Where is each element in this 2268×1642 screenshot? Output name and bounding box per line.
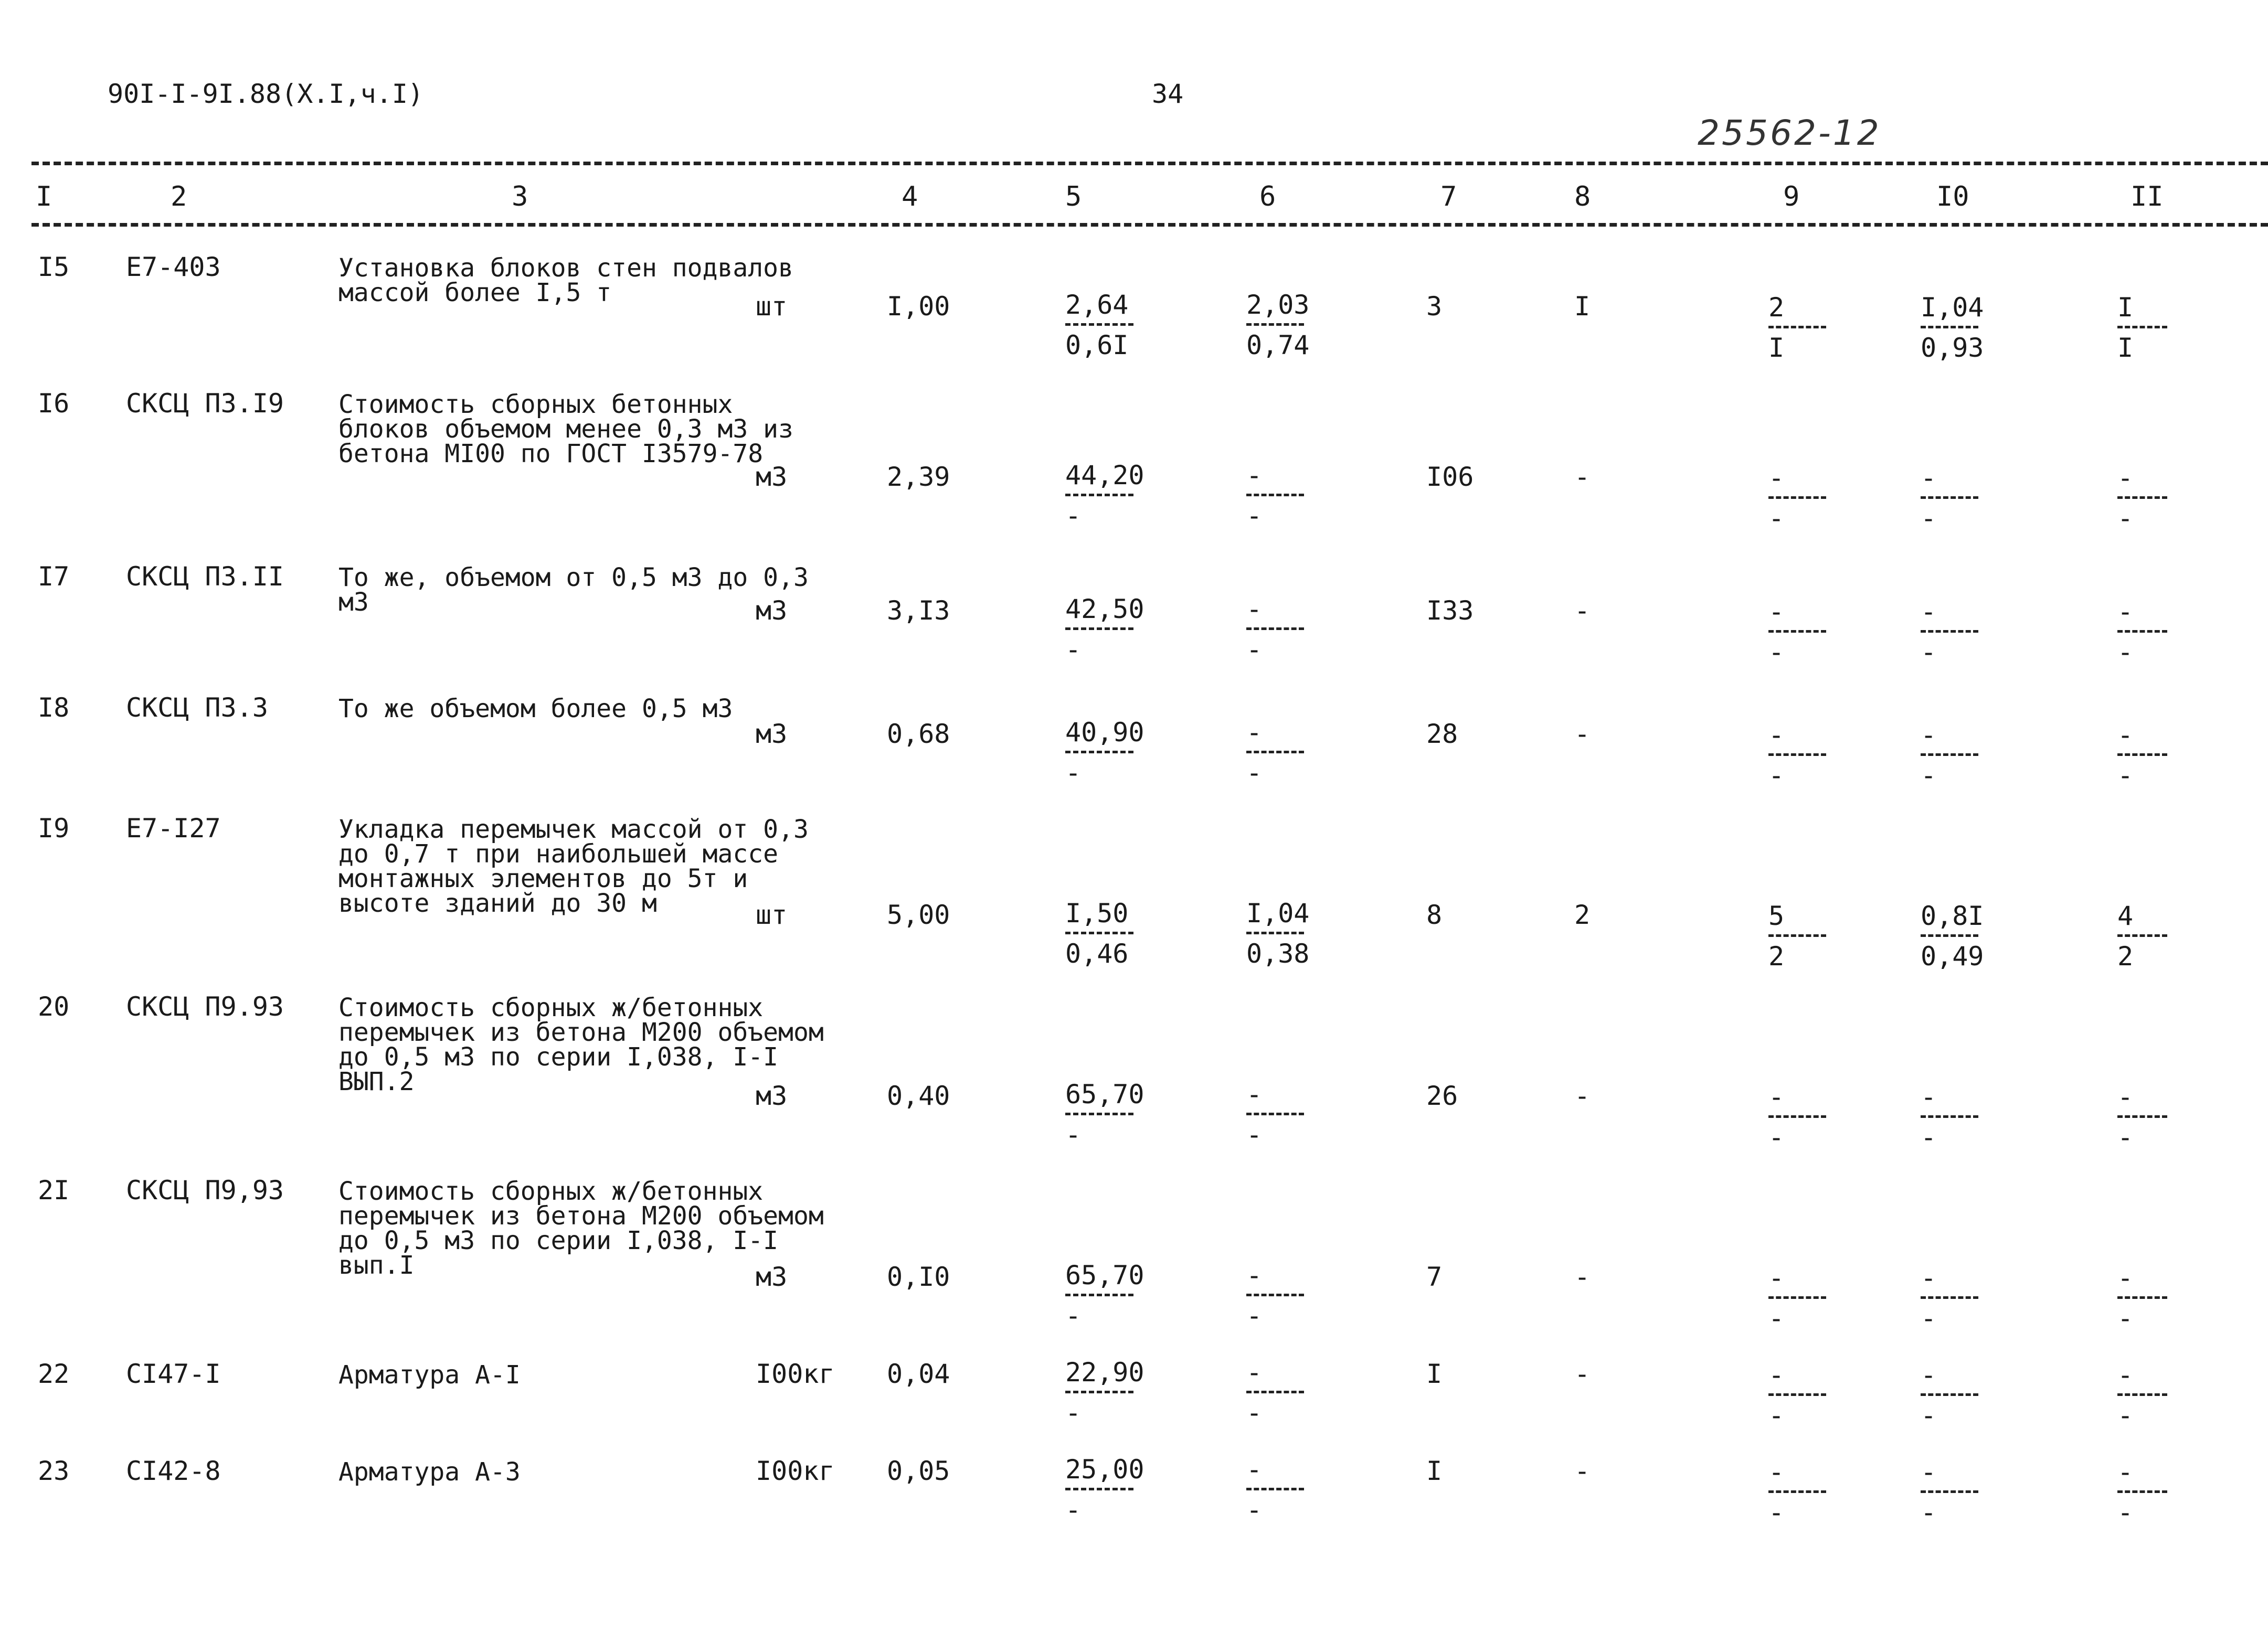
fraction-bar xyxy=(2117,753,2167,756)
fraction-denominator: - xyxy=(1246,1398,1263,1428)
fraction-bar xyxy=(2117,1393,2167,1396)
fraction-denominator: - xyxy=(1921,1303,1937,1334)
fraction-denominator: 0,74 xyxy=(1246,330,1310,360)
fraction-bar xyxy=(1768,1115,1826,1118)
col8-value: I xyxy=(1574,291,1591,322)
fraction-bar xyxy=(1246,494,1304,496)
fraction-cell xyxy=(1768,719,1826,792)
fraction-denominator: - xyxy=(1768,503,1785,534)
fraction-cell xyxy=(2117,1081,2167,1154)
col7-value: 28 xyxy=(1426,719,1458,749)
column-number: 8 xyxy=(1574,181,1591,212)
work-description: То же, объемом от 0,5 м3 до 0,3 м3 xyxy=(338,563,809,617)
col7-value: I06 xyxy=(1426,462,1474,492)
fraction-cell xyxy=(1246,1078,1304,1151)
fraction-denominator: 2 xyxy=(1768,941,1785,972)
fraction-cell xyxy=(1921,900,1984,973)
fraction-numerator: - xyxy=(2117,1082,2134,1112)
rate-code: СI47-I xyxy=(126,1359,221,1389)
fraction-cell xyxy=(1768,1262,1826,1335)
fraction-bar xyxy=(1246,1488,1304,1490)
fraction-denominator: - xyxy=(1768,760,1785,791)
row-number: I7 xyxy=(38,561,70,592)
column-number: 6 xyxy=(1259,181,1276,212)
column-number: 7 xyxy=(1440,181,1457,212)
row-number: I9 xyxy=(38,813,70,844)
fraction-bar xyxy=(1921,753,1978,756)
fraction-denominator: 0,49 xyxy=(1921,941,1984,972)
fraction-numerator: - xyxy=(2117,463,2134,493)
fraction-denominator: - xyxy=(1065,1495,1082,1525)
fraction-bar xyxy=(1065,1113,1133,1115)
fraction-numerator: - xyxy=(1921,596,1937,627)
document-code: 90I-I-9I.88(X.I,ч.I) xyxy=(108,79,424,109)
fraction-bar xyxy=(2117,326,2167,328)
quantity: 2,39 xyxy=(887,462,950,492)
fraction-numerator: 25,00 xyxy=(1065,1454,1144,1485)
fraction-cell xyxy=(1065,593,1144,666)
fraction-bar xyxy=(1921,1115,1978,1118)
fraction-denominator: 2 xyxy=(2117,941,2134,972)
header-bottom-rule xyxy=(31,223,2268,227)
fraction-numerator: 42,50 xyxy=(1065,594,1144,624)
fraction-bar xyxy=(1246,627,1304,630)
column-number: II xyxy=(2131,181,2164,212)
work-description: Стоимость сборных ж/бетонных перемычек из бетона М200 объемом до 0,5 м3 по серии I,038, I-I вып.I xyxy=(338,1177,824,1280)
fraction-denominator: - xyxy=(1065,758,1082,788)
fraction-numerator: - xyxy=(1246,460,1263,491)
fraction-denominator: - xyxy=(2117,1303,2134,1334)
fraction-bar xyxy=(1246,932,1304,934)
fraction-numerator: I,50 xyxy=(1065,898,1129,929)
fraction-numerator: - xyxy=(1246,1260,1263,1291)
fraction-cell xyxy=(1246,1356,1304,1429)
fraction-cell xyxy=(2117,1359,2167,1432)
fraction-denominator: - xyxy=(1921,760,1937,791)
quantity: 0,05 xyxy=(887,1456,950,1486)
fraction-numerator: - xyxy=(2117,596,2134,627)
work-description: Укладка перемычек массой от 0,3 до 0,7 т при наибольшей массе монтажных элементов до 5т и высоте зданий до 30 м xyxy=(338,815,809,918)
row-number: 22 xyxy=(38,1359,70,1389)
fraction-cell xyxy=(1768,900,1826,973)
fraction-bar xyxy=(1768,630,1826,633)
fraction-numerator: - xyxy=(1768,1082,1785,1112)
row-number: 23 xyxy=(38,1456,70,1486)
fraction-cell xyxy=(1921,1262,1978,1335)
fraction-denominator: - xyxy=(1768,1303,1785,1334)
col8-value: - xyxy=(1574,1456,1591,1486)
fraction-numerator: 40,90 xyxy=(1065,717,1144,748)
fraction-cell xyxy=(1246,289,1309,361)
col7-value: 26 xyxy=(1426,1081,1458,1111)
fraction-bar xyxy=(1065,1294,1133,1296)
fraction-denominator: - xyxy=(1921,1400,1937,1431)
fraction-numerator: - xyxy=(2117,1263,2134,1293)
fraction-denominator: - xyxy=(1768,1400,1785,1431)
fraction-numerator: - xyxy=(1921,1457,1937,1487)
fraction-bar xyxy=(1246,323,1304,326)
fraction-cell xyxy=(1921,462,1978,535)
fraction-numerator: - xyxy=(1921,463,1937,493)
fraction-bar xyxy=(1768,326,1826,328)
fraction-bar xyxy=(1921,326,1978,328)
fraction-numerator: I xyxy=(2117,292,2134,323)
rate-code: СКСЦ П9.93 xyxy=(126,991,284,1022)
fraction-denominator: - xyxy=(1921,637,1937,667)
col8-value: - xyxy=(1574,462,1591,492)
fraction-numerator: - xyxy=(1921,1082,1937,1112)
fraction-cell xyxy=(2117,291,2167,364)
header-top-rule xyxy=(31,162,2268,165)
column-number: I xyxy=(36,181,52,212)
rate-code: СКСЦ ПЗ.3 xyxy=(126,692,268,723)
fraction-bar xyxy=(1065,751,1133,753)
col7-value: 8 xyxy=(1426,900,1443,930)
col8-value: 2 xyxy=(1574,900,1591,930)
fraction-bar xyxy=(1768,934,1826,937)
fraction-cell xyxy=(2117,900,2167,973)
fraction-bar xyxy=(1921,1296,1978,1299)
fraction-denominator: 0,6I xyxy=(1065,330,1129,360)
rate-code: СКСЦ ПЗ.I9 xyxy=(126,388,284,419)
col7-value: I xyxy=(1426,1456,1443,1486)
fraction-bar xyxy=(1768,496,1826,499)
fraction-numerator: 2 xyxy=(1768,292,1785,323)
fraction-denominator: - xyxy=(1065,1398,1082,1428)
fraction-cell xyxy=(1921,595,1978,668)
column-number: I0 xyxy=(1936,181,1969,212)
fraction-cell xyxy=(1065,1356,1144,1429)
fraction-denominator: - xyxy=(2117,760,2134,791)
fraction-bar xyxy=(1065,1391,1133,1393)
unit: м3 xyxy=(756,595,788,626)
fraction-bar xyxy=(1065,494,1133,496)
fraction-denominator: - xyxy=(1921,1122,1937,1153)
fraction-numerator: 5 xyxy=(1768,901,1785,931)
fraction-denominator: - xyxy=(1065,1119,1082,1150)
fraction-numerator: - xyxy=(1768,1263,1785,1293)
quantity: 5,00 xyxy=(887,900,950,930)
col7-value: 3 xyxy=(1426,291,1443,322)
unit: шт xyxy=(756,900,788,930)
fraction-cell xyxy=(1768,1081,1826,1154)
fraction-bar xyxy=(1065,627,1133,630)
fraction-bar xyxy=(1246,751,1304,753)
fraction-cell xyxy=(1246,1259,1304,1332)
fraction-cell xyxy=(2117,1262,2167,1335)
fraction-numerator: - xyxy=(1768,1360,1785,1390)
column-number: 4 xyxy=(902,181,918,212)
fraction-denominator: - xyxy=(1246,634,1263,665)
fraction-numerator: 44,20 xyxy=(1065,460,1144,491)
fraction-bar xyxy=(1065,932,1133,934)
quantity: 0,I0 xyxy=(887,1262,950,1292)
unit: м3 xyxy=(756,719,788,749)
unit: м3 xyxy=(756,1262,788,1292)
fraction-bar xyxy=(2117,1115,2167,1118)
fraction-numerator: - xyxy=(2117,1457,2134,1487)
fraction-numerator: I,04 xyxy=(1921,292,1984,323)
work-description: Стоимость сборных бетонных блоков объемом менее 0,3 м3 из бетона МI00 по ГОСТ I3579-78 xyxy=(338,390,793,468)
fraction-bar xyxy=(1921,1490,1978,1493)
rate-code: СI42-8 xyxy=(126,1456,221,1486)
col8-value: - xyxy=(1574,719,1591,749)
column-number: 2 xyxy=(171,181,187,212)
fraction-denominator: - xyxy=(1246,758,1263,788)
unit: м3 xyxy=(756,462,788,492)
fraction-numerator: - xyxy=(1921,720,1937,750)
fraction-numerator: 65,70 xyxy=(1065,1260,1144,1291)
fraction-numerator: - xyxy=(1246,717,1263,748)
fraction-cell xyxy=(1921,1359,1978,1432)
fraction-cell xyxy=(1921,719,1978,792)
fraction-bar xyxy=(1921,630,1978,633)
fraction-cell xyxy=(1768,1359,1826,1432)
col8-value: - xyxy=(1574,595,1591,626)
fraction-numerator: 2,03 xyxy=(1246,290,1310,320)
row-number: 20 xyxy=(38,991,70,1022)
row-number: I8 xyxy=(38,692,70,723)
col8-value: - xyxy=(1574,1262,1591,1292)
fraction-bar xyxy=(1768,1490,1826,1493)
fraction-cell xyxy=(1065,1453,1144,1526)
fraction-denominator: I xyxy=(1768,333,1785,363)
fraction-numerator: - xyxy=(1921,1360,1937,1390)
rate-code: E7-I27 xyxy=(126,813,221,844)
fraction-cell xyxy=(1921,1456,1978,1529)
fraction-denominator: - xyxy=(1921,1497,1937,1528)
fraction-cell xyxy=(1065,716,1144,789)
fraction-bar xyxy=(1246,1113,1304,1115)
col8-value: - xyxy=(1574,1081,1591,1111)
fraction-denominator: 0,38 xyxy=(1246,939,1310,969)
fraction-bar xyxy=(2117,1490,2167,1493)
fraction-bar xyxy=(1768,753,1826,756)
handwritten-number: 25562-12 xyxy=(1698,113,1881,153)
fraction-denominator: 0,46 xyxy=(1065,939,1129,969)
fraction-numerator: - xyxy=(2117,720,2134,750)
fraction-bar xyxy=(1246,1391,1304,1393)
col7-value: I xyxy=(1426,1359,1443,1389)
fraction-numerator: - xyxy=(1246,1079,1263,1110)
quantity: 3,I3 xyxy=(887,595,950,626)
fraction-numerator: - xyxy=(1246,1454,1263,1485)
fraction-numerator: - xyxy=(1768,596,1785,627)
fraction-bar xyxy=(1246,1294,1304,1296)
col8-value: - xyxy=(1574,1359,1591,1389)
fraction-numerator: 0,8I xyxy=(1921,901,1984,931)
fraction-denominator: - xyxy=(2117,1122,2134,1153)
fraction-cell xyxy=(2117,462,2167,535)
fraction-numerator: - xyxy=(2117,1360,2134,1390)
fraction-cell xyxy=(1065,1259,1144,1332)
fraction-denominator: - xyxy=(1246,1119,1263,1150)
quantity: 0,68 xyxy=(887,719,950,749)
fraction-denominator: - xyxy=(1065,634,1082,665)
fraction-bar xyxy=(1921,496,1978,499)
fraction-cell xyxy=(1921,1081,1978,1154)
fraction-denominator: - xyxy=(2117,1497,2134,1528)
unit: м3 xyxy=(756,1081,788,1111)
fraction-bar xyxy=(1065,323,1133,326)
quantity: I,00 xyxy=(887,291,950,322)
fraction-numerator: - xyxy=(1921,1263,1937,1293)
fraction-denominator: I xyxy=(2117,333,2134,363)
fraction-bar xyxy=(1768,1393,1826,1396)
fraction-denominator: - xyxy=(1768,1497,1785,1528)
work-description: Установка блоков стен подвалов массой более I,5 т xyxy=(338,253,793,307)
fraction-denominator: - xyxy=(2117,637,2134,667)
fraction-cell xyxy=(1246,897,1309,970)
unit: I00кг xyxy=(756,1359,835,1389)
fraction-denominator: - xyxy=(1065,500,1082,531)
fraction-denominator: - xyxy=(2117,1400,2134,1431)
col7-value: I33 xyxy=(1426,595,1474,626)
row-number: I6 xyxy=(38,388,70,419)
fraction-cell xyxy=(1768,1456,1826,1529)
row-number: I5 xyxy=(38,252,70,282)
fraction-cell xyxy=(1065,459,1144,532)
fraction-denominator: - xyxy=(1246,500,1263,531)
quantity: 0,40 xyxy=(887,1081,950,1111)
fraction-bar xyxy=(1921,934,1978,937)
fraction-cell xyxy=(1246,593,1304,666)
fraction-denominator: - xyxy=(1768,1122,1785,1153)
fraction-bar xyxy=(2117,1296,2167,1299)
fraction-numerator: 65,70 xyxy=(1065,1079,1144,1110)
fraction-numerator: - xyxy=(1246,1357,1263,1388)
fraction-numerator: I,04 xyxy=(1246,898,1310,929)
fraction-denominator: - xyxy=(1768,637,1785,667)
fraction-cell xyxy=(1768,291,1826,364)
fraction-bar xyxy=(1921,1393,1978,1396)
fraction-cell xyxy=(2117,1456,2167,1529)
fraction-cell xyxy=(2117,719,2167,792)
fraction-numerator: 2,64 xyxy=(1065,290,1129,320)
fraction-numerator: - xyxy=(1768,720,1785,750)
fraction-denominator: - xyxy=(1246,1300,1263,1331)
fraction-numerator: 4 xyxy=(2117,901,2134,931)
fraction-denominator: - xyxy=(1065,1300,1082,1331)
rate-code: E7-403 xyxy=(126,252,221,282)
row-number: 2I xyxy=(38,1175,70,1206)
page-number: 34 xyxy=(1152,79,1184,109)
fraction-cell xyxy=(1246,716,1304,789)
work-description: Арматура А-I xyxy=(338,1360,521,1390)
fraction-cell xyxy=(2117,595,2167,668)
column-number: 5 xyxy=(1065,181,1082,212)
fraction-bar xyxy=(2117,934,2167,937)
work-description: Арматура А-3 xyxy=(338,1457,521,1487)
fraction-numerator: - xyxy=(1246,594,1263,624)
fraction-bar xyxy=(2117,630,2167,633)
fraction-cell xyxy=(1246,1453,1304,1526)
work-description: То же объемом более 0,5 м3 xyxy=(338,694,733,723)
work-description: Стоимость сборных ж/бетонных перемычек из бетона М200 объемом до 0,5 м3 по серии I,038, I-I ВЫП.2 xyxy=(338,993,824,1096)
column-number: 3 xyxy=(512,181,528,212)
fraction-cell xyxy=(1065,897,1133,970)
fraction-cell xyxy=(1065,289,1133,361)
fraction-denominator: - xyxy=(1246,1495,1263,1525)
fraction-numerator: - xyxy=(1768,463,1785,493)
fraction-bar xyxy=(1065,1488,1133,1490)
fraction-numerator: 22,90 xyxy=(1065,1357,1144,1388)
rate-code: СКСЦ П9,93 xyxy=(126,1175,284,1206)
unit: шт xyxy=(756,291,788,322)
fraction-bar xyxy=(2117,496,2167,499)
fraction-cell xyxy=(1768,462,1826,535)
rate-code: СКСЦ ПЗ.II xyxy=(126,561,284,592)
fraction-bar xyxy=(1768,1296,1826,1299)
fraction-denominator: - xyxy=(2117,503,2134,534)
fraction-cell xyxy=(1246,459,1304,532)
fraction-denominator: 0,93 xyxy=(1921,333,1984,363)
fraction-numerator: - xyxy=(1768,1457,1785,1487)
fraction-cell xyxy=(1065,1078,1144,1151)
quantity: 0,04 xyxy=(887,1359,950,1389)
column-number: 9 xyxy=(1783,181,1800,212)
fraction-cell xyxy=(1921,291,1984,364)
fraction-denominator: - xyxy=(1921,503,1937,534)
col7-value: 7 xyxy=(1426,1262,1443,1292)
unit: I00кг xyxy=(756,1456,835,1486)
fraction-cell xyxy=(1768,595,1826,668)
